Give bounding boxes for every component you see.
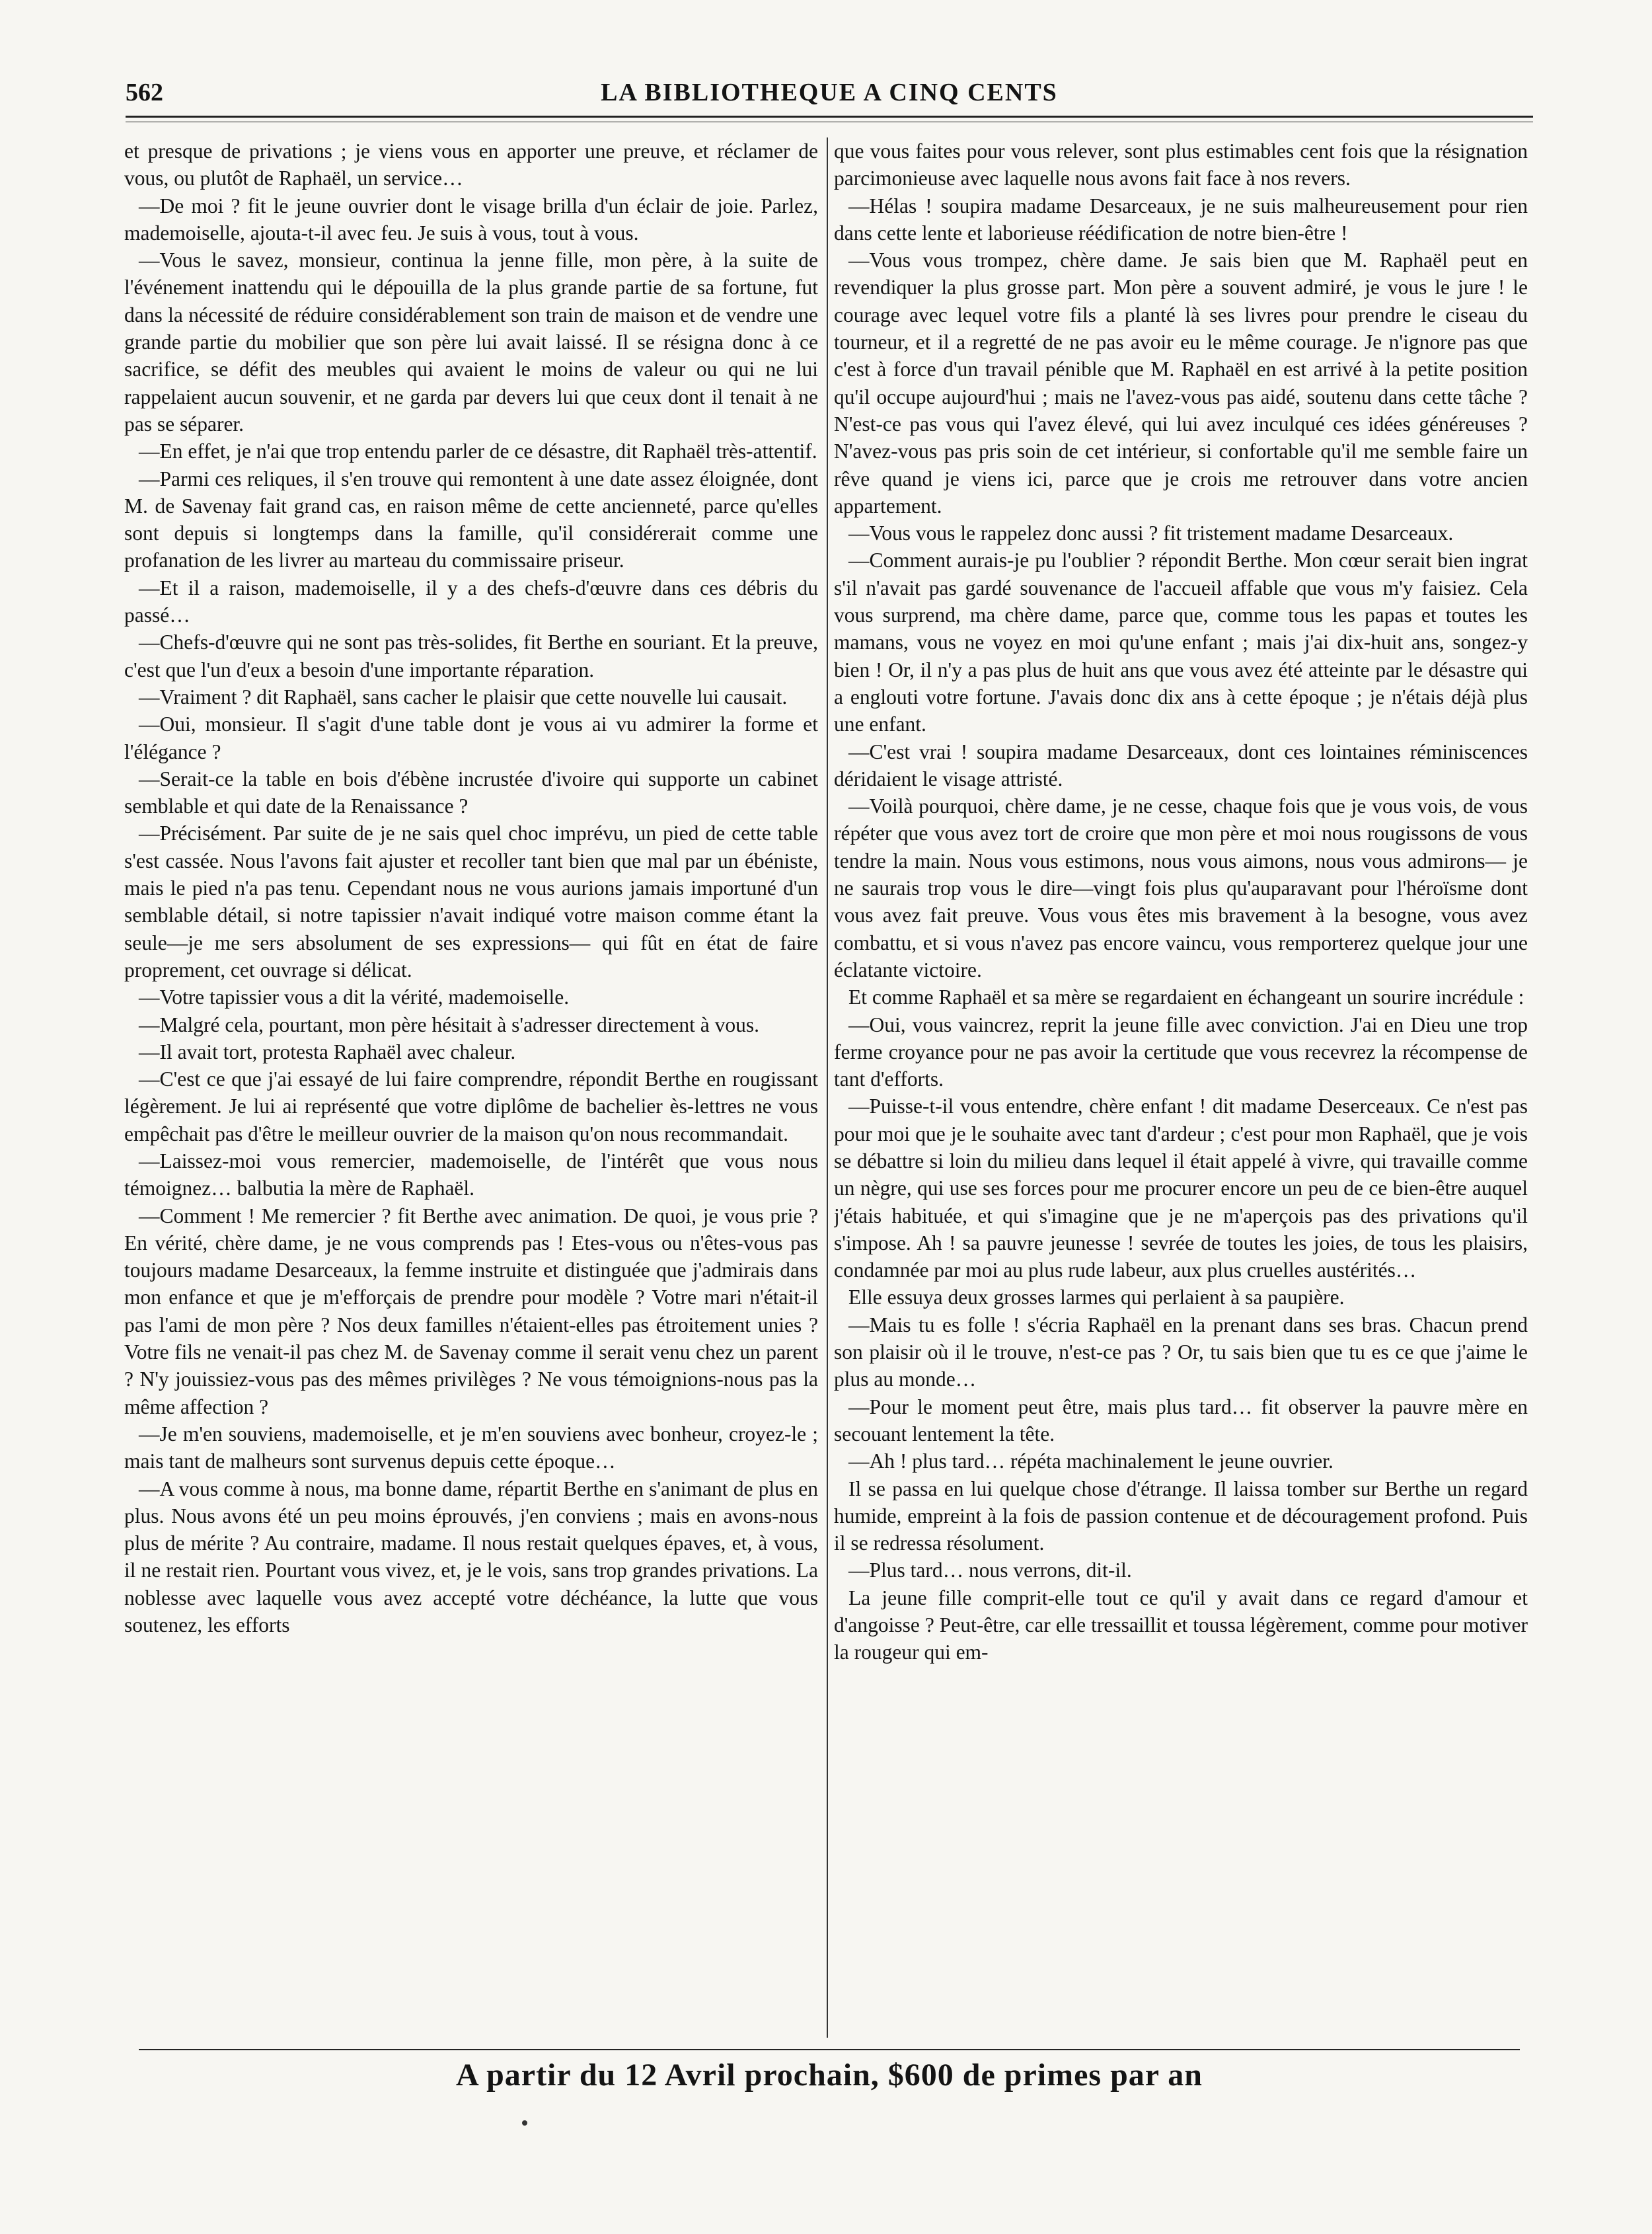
paragraph: —Pour le moment peut être, mais plus tard… fit observer la pauvre mère en secouant lentement la tête. [834,1395,1528,1445]
paragraph: —Voilà pourquoi, chère dame, je ne cesse, chaque fois que je vous vois, de vous répéter que vous avez tort de croire que mon père et moi nous rougissons de vous tendre la main. Nous vous estimons, nous vous aimons, nous vous admirons— je ne saurais trop vous le dire—vingt fois plus qu'auparavant pour l'héroïsme dont vous avez fait preuve. Vous vous êtes mis bravement à la besogne, vous avez combattu, et si vous n'avez pas encore vaincu, vous remporterez quelque jour une éclatante victoire. [834,794,1528,982]
paragraph: —Mais tu es folle ! s'écria Raphaël en la prenant dans ses bras. Chacun prend son plaisir où il le trouve, n'est-ce pas ? Or, tu sais bien que tu es ce que j'aime le plus au monde… [834,1313,1528,1391]
paragraph: Il se passa en lui quelque chose d'étrange. Il laissa tomber sur Berthe un regard humide, empreint à la fois de passion contenue et de découragement profond. Puis il se redressa résolument. [834,1477,1528,1555]
printer-dot [522,2120,527,2126]
paragraph: —Comment aurais-je pu l'oublier ? répondit Berthe. Mon cœur serait bien ingrat s'il n'avait pas gardé souvenance de l'accueil affable que vous m'y faisiez. Cela vous surprend, ma chère dame, parce que, comme tous les papas et toutes les mamans, vous ne voyez en moi qu'une enfant ; mais j'ai dix-huit ans, songez-y bien ! Or, il n'y a pas plus de huit ans que vous avez été atteinte par le désastre qui a englouti votre fortune. J'avais donc dix ans à cette époque ; je n'étais déjà plus une enfant. [834,549,1528,736]
header-rule-thick [126,116,1533,118]
paragraph: —Serait-ce la table en bois d'ébène incrustée d'ivoire qui supporte un cabinet semblable et qui date de la Renaissance ? [124,767,818,818]
paragraph: —Il avait tort, protesta Raphaël avec chaleur. [139,1040,516,1063]
page-number: 562 [126,79,163,106]
paragraph: —Précisément. Par suite de je ne sais quel choc imprévu, un pied de cette table s'est cassée. Nous l'avons fait ajuster et recoller tant bien que mal par un ébéniste, mais le pied n'a pas tenu. Cependant nous ne vous aurions jamais importuné d'un semblable détail, si notre tapissier n'avait indiqué votre maison comme étant la seule—je me sers absolument de ses expressions— qui fût en état de faire proprement, cet ouvrage si délicat. [124,822,818,982]
paragraph: —A vous comme à nous, ma bonne dame, répartit Berthe en s'animant de plus en plus. Nous avons été un peu moins éprouvés, j'en conviens ; mais en avons-nous plus de mérite ? Au contraire, madame. Il nous restait quelques épaves, et, à vous, il ne restait rien. Pourtant vous vivez, et, je le vois, sans trop grandes privations. La noblesse avec laquelle vous avez accepté votre déchéance, la lutte que vous soutenez, les efforts [124,1477,818,1637]
footer-banner: A partir du 12 Avril prochain, $600 de primes par an [456,2058,1203,2093]
paragraph: —Vraiment ? dit Raphaël, sans cacher le plaisir que cette nouvelle lui causait. [139,685,788,709]
paragraph: —Comment ! Me remercier ? fit Berthe avec animation. De quoi, je vous prie ? En vérité, chère dame, je ne vous comprends pas ! Etes-vous ou n'êtes-vous pas toujours madame Desarceaux, la femme instruite et distinguée que j'admirais dans mon enfance et que je m'efforçais de prendre pour modèle ? Votre mari n'était-il pas l'ami de mon père ? Nos deux familles n'étaient-elles pas étroitement unies ? Votre fils ne venait-il pas chez M. de Savenay comme il serait venu chez un parent ? N'y jouissiez-vous pas des mêmes privilèges ? Ne vous témoignions-nous pas la même affection ? [124,1204,818,1418]
paragraph: —Laissez-moi vous remercier, mademoiselle, de l'intérêt que vous nous témoignez… balbutia la mère de Raphaël. [124,1149,818,1200]
paragraph: —Oui, vous vaincrez, reprit la jeune fille avec conviction. J'ai en Dieu une trop ferme croyance pour ne pas avoir la certitude que vous recevrez la récompense de tant d'efforts. [834,1013,1528,1091]
page-header [126,78,1533,118]
paragraph: Elle essuya deux grosses larmes qui perlaient à sa paupière. [848,1286,1345,1309]
column-divider [827,137,828,2038]
paragraph: —C'est vrai ! soupira madame Desarceaux, dont ces lointaines réminiscences déridaient le visage attristé. [834,740,1528,790]
paragraph: que vous faites pour vous relever, sont plus estimables cent fois que la résignation parcimonieuse avec laquelle nous avons fait face à nos revers. [834,139,1528,190]
paragraph: —Vous vous trompez, chère dame. Je sais bien que M. Raphaël peut en revendiquer la plus grosse part. Mon père a souvent admiré, je vous le jure ! le courage avec lequel votre fils a planté là ses livres pour prendre le ciseau du tourneur, et il a regretté de ne pas avoir eu le même courage. Je n'ignore pas que c'est à force d'un travail pénible que M. Raphaël en est arrivé à la petite position qu'il occupe aujourd'hui ; mais ne l'avez-vous pas aidé, soutenu dans cette tâche ? N'est-ce pas vous qui l'avez élevé, qui lui avez inculqué ces idées généreuses ? N'avez-vous pas pris soin de cet intérieur, si confortable qu'il me semble faire un rêve quand je viens ici, parce que je crois me retrouver dans votre ancien appartement. [834,249,1528,518]
paragraph: —C'est ce que j'ai essayé de lui faire comprendre, répondit Berthe en rougissant légèrement. Je lui ai représenté que votre diplôme de bachelier ès-lettres ne vous empêchait pas d'être le meilleur ouvrier de la maison qu'on nous recommandait. [124,1067,818,1145]
right-column [834,137,1528,2041]
paragraph: —Vous vous le rappelez donc aussi ? fit tristement madame Desarceaux. [848,521,1454,545]
paragraph: —Puisse-t-il vous entendre, chère enfant ! dit madame Deserceaux. Ce n'est pas pour moi que je le souhaite avec tant d'ardeur ; c'est pour mon Raphaël, que je vois se débattre si loin du milieu dans lequel il était appelé à vivre, qui travaille comme un nègre, qui use ses forces pour me procurer encore un peu de ce bien-être auquel j'étais habituée, et qui s'imagine que je ne m'aperçois pas des privations qu'il s'impose. Ah ! sa pauvre jeunesse ! sevrée de toutes les joies, de tous les plaisirs, condamnée par moi au plus rude labeur, aux plus cruelles austérités… [834,1095,1528,1282]
paragraph: —Parmi ces reliques, il s'en trouve qui remontent à une date assez éloignée, dont M. de Savenay fait grand cas, en raison même de cette ancienneté, parce qu'elles sont depuis si longtemps dans la famille, qu'il considérerait comme une profanation de les livrer au marteau du commissaire priseur. [124,467,818,572]
paragraph: —Et il a raison, mademoiselle, il y a des chefs-d'œuvre dans ces débris du passé… [124,576,818,627]
paragraph: Et comme Raphaël et sa mère se regardaient en échangeant un sourire incrédule : [848,985,1524,1009]
paragraph: —Je m'en souviens, mademoiselle, et je m'en souviens avec bonheur, croyez-le ; mais tant de malheurs sont survenus depuis cette époque… [124,1422,818,1473]
paragraph: —De moi ? fit le jeune ouvrier dont le visage brilla d'un éclair de joie. Parlez, mademoiselle, ajouta-t-il avec feu. Je suis à vous, tout à vous. [124,194,818,245]
paragraph: —Plus tard… nous verrons, dit-il. [848,1559,1132,1582]
paragraph: —En effet, je n'ai que trop entendu parler de ce désastre, dit Raphaël très-attentif. [139,440,817,463]
paragraph: —Votre tapissier vous a dit la vérité, mademoiselle. [139,985,570,1009]
paragraph: —Hélas ! soupira madame Desarceaux, je ne suis malheureusement pour rien dans cette lente et laborieuse réédification de notre bien-être ! [834,194,1528,245]
paragraph: —Chefs-d'œuvre qui ne sont pas très-solides, fit Berthe en souriant. Et la preuve, c'est que l'un d'eux a besoin d'une importante réparation. [124,631,818,681]
footer-rule [139,2049,1520,2050]
paragraph: —Malgré cela, pourtant, mon père hésitait à s'adresser directement à vous. [139,1013,759,1036]
left-column [124,137,818,2041]
paragraph: —Ah ! plus tard… répéta machinalement le jeune ouvrier. [848,1449,1333,1473]
paragraph: —Vous le savez, monsieur, continua la jenne fille, mon père, à la suite de l'événement inattendu qui le dépouilla de la plus grande partie de sa fortune, fut dans la nécessité de réduire considérablement son train de maison et de vendre une grande partie du mobilier que son père lui avait laissé. Il se résigna donc à ce sacrifice, se défit des meubles qui avaient le moins de valeur ou qui ne lui rappelaient aucun souvenir, et ne garda par devers lui que ceux dont il tenait à ne pas se séparer. [124,249,818,436]
paragraph: et presque de privations ; je viens vous en apporter une preuve, et réclamer de vous, ou plutôt de Raphaël, un service… [124,139,818,190]
running-title: LA BIBLIOTHEQUE A CINQ CENTS [601,79,1058,106]
paragraph: —Oui, monsieur. Il s'agit d'une table dont je vous ai vu admirer la forme et l'élégance ? [124,713,818,763]
paragraph: La jeune fille comprit-elle tout ce qu'il y avait dans ce regard d'amour et d'angoisse ? Peut-être, car elle tressaillit et toussa légèrement, comme pour motiver la rougeur qui em- [834,1586,1528,1664]
